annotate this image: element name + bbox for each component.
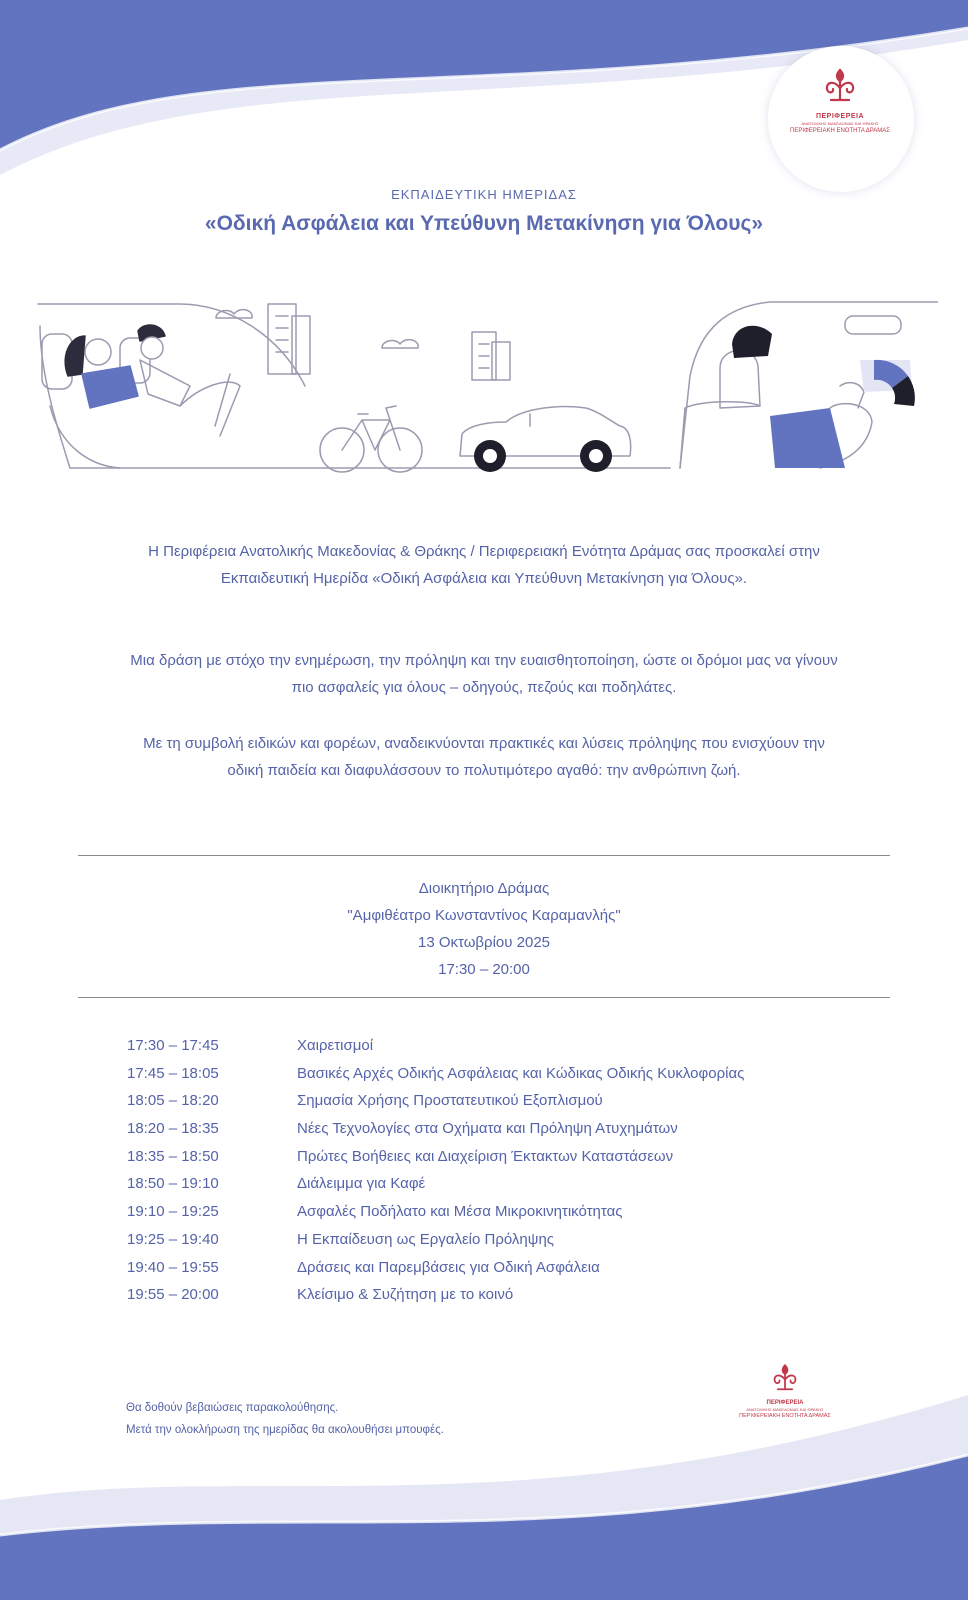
schedule-topic: Διάλειμμα για Καφέ xyxy=(297,1175,426,1193)
schedule-row xyxy=(127,1231,887,1259)
schedule-time: 18:50 – 19:10 xyxy=(127,1175,219,1193)
schedule-topic: Σημασία Χρήσης Προστατευτικού Εξοπλισμού xyxy=(297,1092,603,1110)
schedule-row xyxy=(127,1037,887,1065)
schedule-topic: Πρώτες Βοήθειες και Διαχείριση Έκτακτων Καταστάσεων xyxy=(297,1147,674,1165)
schedule-row xyxy=(127,1286,887,1314)
buildings xyxy=(268,304,510,380)
event-date: 13 Οκτωβρίου 2025 xyxy=(417,934,551,951)
venue-block xyxy=(0,875,968,983)
schedule-time: 18:20 – 18:35 xyxy=(127,1120,219,1138)
event-title: «Οδική Ασφάλεια και Υπεύθυνη Μετακίνηση για Όλους» xyxy=(204,212,764,235)
schedule-time: 17:30 – 17:45 xyxy=(127,1037,219,1054)
schedule-row xyxy=(127,1259,887,1287)
region-logo-top xyxy=(780,66,900,134)
event-time: 17:30 – 20:00 xyxy=(438,961,530,978)
schedule-topic: Χαιρετισμοί xyxy=(297,1037,374,1054)
schedule-topic: Κλείσιμο & Συζήτηση με το κοινό xyxy=(297,1286,514,1304)
logo-line3: ΠΕΡΙΦΕΡΕΙΑΚΗ ΕΝΟΤΗΤΑ ΔΡΑΜΑΣ xyxy=(790,128,890,134)
venue-hall: "Αμφιθέατρο Κωνσταντίνος Καραμανλής" xyxy=(347,907,621,924)
logo-line1: ΠΕΡΙΦΕΡΕΙΑ xyxy=(815,113,865,120)
footnotes xyxy=(126,1397,444,1441)
road-safety-illustration xyxy=(30,296,938,482)
venue-building: Διοικητήριο Δράμας xyxy=(418,880,550,897)
logo-line2: ΑΝΑΤΟΛΙΚΗΣ ΜΑΚΕΔΟΝΙΑΣ ΚΑΙ ΘΡΑΚΗΣ xyxy=(746,1407,824,1412)
logo-line1: ΠΕΡΙΦΕΡΕΙΑ xyxy=(766,1400,804,1406)
schedule-row xyxy=(127,1092,887,1120)
schedule-time: 19:10 – 19:25 xyxy=(127,1203,219,1221)
divider-bottom xyxy=(78,997,890,998)
emblem-icon xyxy=(767,1362,803,1394)
region-logo-bottom xyxy=(730,1362,840,1419)
emblem-icon xyxy=(818,66,862,106)
cloud-2 xyxy=(382,340,418,348)
filled-accents xyxy=(474,326,915,472)
divider-top xyxy=(78,855,890,856)
schedule-row xyxy=(127,1203,887,1231)
schedule-row xyxy=(127,1175,887,1203)
intro-paragraph-2: Μια δράση με στόχο την ενημέρωση, την πρόληψη και την ευαισθητοποίηση, ώστε οι δρόμοι μας να γίνουν πιο ασφαλείς για όλους – οδηγούς, πεζούς και ποδηλάτες. xyxy=(130,652,838,696)
schedule-time: 17:45 – 18:05 xyxy=(127,1064,219,1082)
schedule-time: 19:40 – 19:55 xyxy=(127,1258,219,1276)
intro-paragraph-3: Με τη συμβολή ειδικών και φορέων, αναδεικνύονται πρακτικές και λύσεις πρόληψης που ενισχύουν την οδική παιδεία και διαφυλάσσουν το πολυτιμότερο αγαθό: την ανθρώπινη ζωή. xyxy=(143,735,825,779)
schedule-topic: Δράσεις και Παρεμβάσεις για Οδική Ασφάλεια xyxy=(297,1258,600,1276)
schedule-topic: Βασικές Αρχές Οδικής Ασφάλειας και Κώδικας Οδικής Κυκλοφορίας xyxy=(297,1064,745,1082)
car-interior-left xyxy=(38,304,305,468)
schedule-topic: Ασφαλές Ποδήλατο και Μέσα Μικροκινητικότητας xyxy=(297,1203,623,1221)
schedule-time: 19:55 – 20:00 xyxy=(127,1286,219,1304)
bicycle xyxy=(320,406,422,472)
intro-paragraph-1: Η Περιφέρεια Ανατολικής Μακεδονίας & Θράκης / Περιφερειακή Ενότητα Δράμας σας προσκαλεί στην Εκπαιδευτική Ημερίδα «Οδική Ασφάλεια και Υπεύθυνη Μετακίνηση για Όλους». xyxy=(148,543,820,587)
schedule-time: 18:05 – 18:20 xyxy=(127,1092,219,1110)
event-type: ΕΚΠΑΙΔΕΥΤΙΚΗ ΗΜΕΡΙΔΑΣ xyxy=(391,187,577,202)
schedule-time: 18:35 – 18:50 xyxy=(127,1147,219,1165)
schedule-list xyxy=(127,1037,887,1314)
logo-line3: ΠΕΡΙΦΕΡΕΙΑΚΗ ΕΝΟΤΗΤΑ ΔΡΑΜΑΣ xyxy=(739,1413,831,1419)
schedule-time: 19:25 – 19:40 xyxy=(127,1230,219,1248)
schedule-row xyxy=(127,1065,887,1093)
schedule-row xyxy=(127,1148,887,1176)
schedule-row xyxy=(127,1120,887,1148)
schedule-topic: Νέες Τεχνολογίες στα Οχήματα και Πρόληψη Ατυχημάτων xyxy=(297,1120,678,1138)
schedule-topic: Η Εκπαίδευση ως Εργαλείο Πρόληψης xyxy=(297,1230,555,1248)
footnote-buffet: Μετά την ολοκλήρωση της ημερίδας θα ακολουθήσει μπουφές. xyxy=(126,1424,444,1436)
footnote-certificates: Θα δοθούν βεβαιώσεις παρακολούθησης. xyxy=(126,1402,339,1414)
logo-line2: ΑΝΑΤΟΛΙΚΗΣ ΜΑΚΕΔΟΝΙΑΣ ΚΑΙ ΘΡΑΚΗΣ xyxy=(801,121,879,126)
